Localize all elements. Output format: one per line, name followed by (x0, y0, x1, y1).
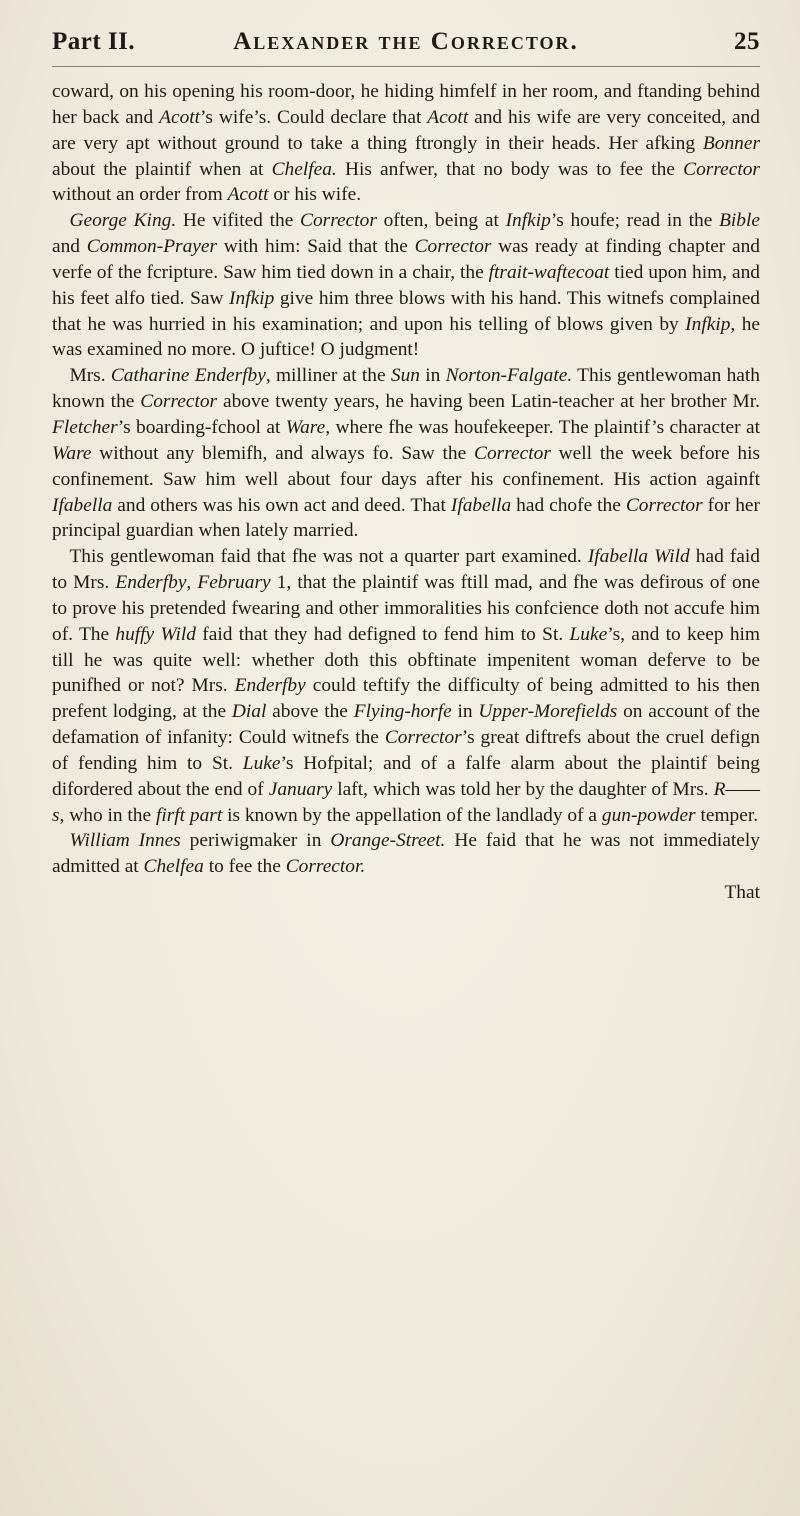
text-run: temper. (695, 804, 759, 826)
text-run: and (52, 236, 87, 258)
text-run: tied upon him, and his feet alfo tied. Saw (52, 261, 760, 309)
part-label: Part II. (52, 28, 136, 55)
text-run: without any blemifh, and always fo. Saw the (91, 442, 475, 464)
italic-run: Ifabella (450, 494, 512, 516)
italic-run: Catharine Enderfby (110, 365, 266, 387)
italic-run: Enderfby (115, 572, 187, 594)
text-run: Mrs. (69, 365, 111, 387)
italic-run: Ifabella Wild (587, 546, 690, 568)
italic-run: Common-Prayer (86, 236, 218, 258)
italic-run: Infkip (685, 313, 731, 335)
text-run: , he was examined no more. O juftice! O judgment! (52, 313, 761, 361)
text-run: This gentlewoman faid that fhe was not a quarter part examined. (69, 546, 588, 568)
italic-run: huffy Wild (115, 623, 197, 645)
text-run: ’s great diftrefs about the cruel defign of fending him to St. (52, 727, 761, 774)
text-run: about the plaintif when at (52, 158, 272, 180)
italic-run: Corrector (683, 158, 760, 180)
paragraph (52, 363, 760, 544)
italic-run: ftrait-waftecoat (488, 261, 610, 283)
text-run: periwigmaker in (180, 830, 331, 852)
paragraph (52, 544, 760, 828)
text-run: This gentlewoman hath known the (52, 365, 760, 413)
catchword: That (724, 882, 760, 904)
text-run: , where fhe was houfekeeper. The plaintif’s character at (325, 416, 760, 438)
italic-run: Acott (227, 184, 269, 206)
italic-run: Bonner (702, 132, 760, 154)
italic-run: Chelfea (143, 856, 204, 878)
text-run: ’s houfe; read in the (550, 210, 720, 232)
text-run: had chofe the (511, 494, 626, 516)
text-run: He vifited the (176, 210, 301, 232)
italic-run: Bible (719, 210, 760, 232)
italic-run: Enderfby (234, 675, 306, 697)
italic-run: Corrector (625, 494, 703, 516)
text-run: without an order from (52, 184, 228, 206)
text-run: could teftify the difficulty of being admitted to his then prefent lodging, at the (52, 675, 760, 723)
text-run: give him three blows with his hand. This witnefs complained that he was hurried in his examination; and upon his telling of blows given by (52, 287, 760, 335)
italic-run: George King. (69, 210, 177, 232)
italic-run: Infkip (229, 287, 275, 309)
chapter-title: Alexander the Corrector. (233, 28, 579, 55)
paragraph (52, 208, 760, 363)
italic-run: Ware (285, 416, 326, 438)
text-run: His anfwer, that no body was to fee the (336, 158, 684, 180)
italic-run: Corrector (414, 236, 492, 258)
text-run: ’s boarding-fchool at (117, 416, 286, 438)
italic-run: gun-powder (601, 804, 696, 826)
paragraph (52, 79, 760, 208)
text-run: in (451, 701, 479, 723)
italic-run: Flying-horfe (353, 701, 452, 723)
text-run: faid that they had defigned to fend him to St. (196, 623, 570, 645)
text-run: , milliner at the (265, 365, 391, 387)
italic-run: Upper-Morefields (478, 701, 618, 723)
text-run: was ready at finding chapter and verfe of the fcripture. Saw him tied down in a chair, the (52, 236, 760, 283)
text-run: on account of the defamation of infanity: Could witnefs the (52, 701, 761, 749)
text-run: He faid that he was not immediately admitted at (52, 830, 760, 878)
italic-run: Acott (159, 106, 201, 128)
italic-run: February (197, 572, 271, 594)
italic-run: Corrector (300, 210, 377, 232)
text-run: coward, on his opening his room-door, he hiding himfelf in her room, and ftanding behind her back and (52, 81, 760, 128)
text-run: above twenty years, he having been Latin-teacher at her brother Mr. (217, 391, 761, 413)
text-run: and his wife are very conceited, and are very apt without ground to take a thing ftrongly in their heads. Her afking (52, 106, 760, 154)
italic-run: Ifabella (52, 494, 113, 516)
italic-run: William Innes (69, 830, 181, 852)
text-run: is known by the appellation of the landlady of a (222, 804, 602, 826)
italic-run: Dial (231, 701, 267, 723)
italic-run: Ware (52, 442, 92, 464)
text-run: well the week before his confinement. Saw him well about four days after his confinement. His action againft (52, 442, 760, 490)
text-run: to fee the (203, 856, 286, 878)
text-run: had faid to Mrs. (52, 546, 760, 594)
text-run: in (419, 365, 446, 387)
text-run: 1, that the plaintif was ftill mad, and fhe was defirous of one to prove his pretended fwearing and other immoralities his confcience doth not accufe him of. The (52, 572, 760, 645)
italic-run: Acott (427, 106, 469, 128)
text-run: or his wife. (268, 184, 362, 206)
text-run: laft, which was told her by the daughter of Mrs. (332, 778, 714, 800)
text-run: above the (266, 701, 354, 723)
text-run: with him: Said that the (217, 236, 415, 258)
italic-run: Sun (390, 365, 420, 387)
text-run: ’s Hofpital; and of a falfe alarm about the plaintif being difordered about the end of (52, 752, 760, 800)
paragraph (52, 828, 760, 880)
italic-run: Corrector. (285, 856, 366, 878)
italic-run: Luke (569, 623, 608, 645)
italic-run: Chelfea. (271, 158, 337, 180)
italic-run: Luke (242, 752, 281, 774)
italic-run: Corrector (474, 442, 551, 464)
text-run: , (186, 572, 198, 594)
text-run: and others was his own act and deed. That (112, 494, 451, 516)
text-run: ’s wife’s. Could declare that (200, 106, 428, 128)
italic-run: Corrector (140, 391, 218, 413)
body-text (52, 79, 760, 880)
italic-run: firft part (155, 804, 223, 826)
text-run: , who in the (59, 804, 156, 826)
italic-run: January (268, 778, 333, 800)
page-number: 25 (734, 28, 760, 55)
italic-run: Infkip (505, 210, 551, 232)
italic-run: R——s (52, 778, 760, 826)
running-head (52, 28, 760, 67)
italic-run: Norton-Falgate. (445, 365, 573, 387)
italic-run: Orange-Street. (330, 830, 446, 852)
text-run: often, being at (376, 210, 506, 232)
text-run: ’s, and to keep him till he was quite well: whether doth this obftinate impenitent woman deferve to be punifhed or not? Mrs. (52, 623, 761, 697)
italic-run: Fletcher (52, 416, 118, 438)
italic-run: Corrector (384, 727, 462, 749)
text-run: for her principal guardian when lately married. (52, 494, 760, 542)
